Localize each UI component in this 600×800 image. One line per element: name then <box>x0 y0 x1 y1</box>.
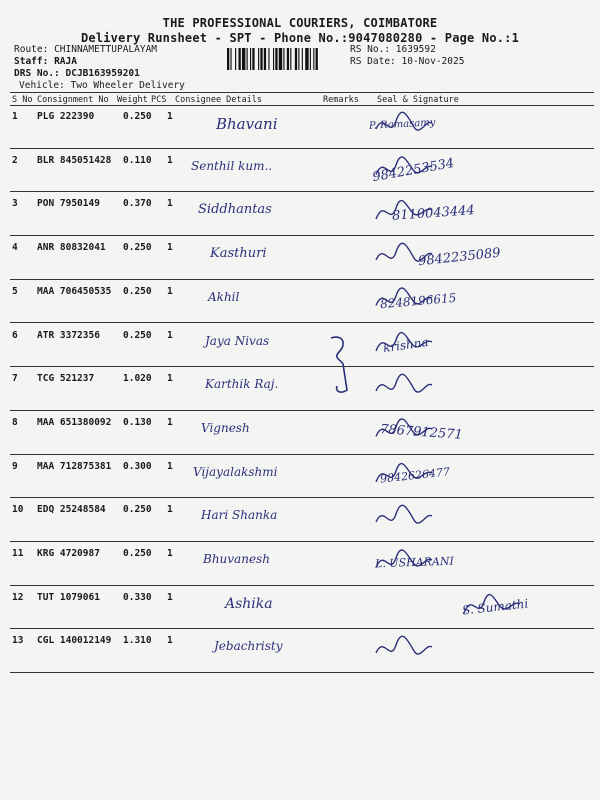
table-row <box>0 586 600 630</box>
signature-text: L. USHARANI <box>374 554 455 571</box>
route-value: CHINNAMETTUPALAYAM <box>54 44 158 55</box>
signature-scribble <box>374 284 434 314</box>
barcode-bar <box>283 48 284 70</box>
consignee-handwriting: Vijayalakshmi <box>193 464 278 479</box>
barcode-bar <box>242 48 245 70</box>
signature-text: 9842235089 <box>417 245 502 270</box>
signature-text: P. Ramasamy <box>368 117 436 132</box>
row-weight: 0.250 <box>123 504 152 516</box>
route-line <box>14 44 157 55</box>
col-sno: S No <box>12 95 33 105</box>
table-row <box>0 105 600 149</box>
rs-date-line <box>350 56 464 67</box>
col-consignee: Consignee Details <box>175 95 262 105</box>
rs-date-label: RS Date: <box>350 56 396 67</box>
row-sno: 4 <box>12 242 18 254</box>
barcode-bar <box>279 48 282 70</box>
signature-text: 8110043444 <box>391 203 476 225</box>
signature-scribble <box>374 546 434 576</box>
consignee-handwriting: Bhuvanesh <box>203 552 270 566</box>
barcode-bar <box>252 48 254 70</box>
row-weight: 0.250 <box>123 285 152 297</box>
col-seal: Seal & Signature <box>377 95 459 105</box>
vehicle-value: Two Wheeler Delivery <box>70 80 185 91</box>
consignee-handwriting: Kasthuri <box>210 246 267 262</box>
row-sno: 8 <box>12 416 18 428</box>
row-divider <box>10 672 594 673</box>
rs-date-value: 10-Nov-2025 <box>401 56 465 67</box>
runsheet-subtitle: Delivery Runsheet - SPT - Phone No.:9047080280 - Page No.:1 <box>80 31 520 45</box>
barcode-bar <box>268 48 269 70</box>
row-consignment: ANR 80832041 <box>37 242 106 254</box>
table-top-rule <box>10 92 594 93</box>
signature-stroke <box>376 463 432 481</box>
table-row <box>0 629 600 673</box>
barcode-bar <box>295 48 297 70</box>
signature-scribble <box>374 109 434 139</box>
signature-scribble <box>374 328 434 358</box>
row-sno: 1 <box>12 111 18 122</box>
barcode-bar <box>230 48 231 70</box>
company-title: THE PROFESSIONAL COURIERS, COIMBATORE <box>162 16 438 30</box>
row-consignment: CGL 140012149 <box>37 635 112 647</box>
row-pcs: 1 <box>167 504 173 516</box>
barcode-bar <box>302 48 303 70</box>
row-consignment: KRG 4720987 <box>37 548 100 559</box>
barcode <box>227 48 347 70</box>
signature-stroke <box>376 201 432 219</box>
row-sno: 2 <box>12 154 18 166</box>
row-weight: 0.250 <box>123 242 152 254</box>
barcode-bar <box>247 48 248 70</box>
row-weight: 1.020 <box>123 373 152 385</box>
row-sno: 6 <box>12 329 18 341</box>
barcode-bar <box>227 48 229 70</box>
signature-scribble <box>374 196 434 226</box>
signature-stroke <box>376 375 432 393</box>
row-sno: 10 <box>12 504 24 516</box>
barcode-bar <box>310 48 311 70</box>
barcode-bar <box>273 48 274 70</box>
row-weight: 0.250 <box>123 111 152 122</box>
consignee-handwriting: Jaya Nivas <box>205 333 270 348</box>
signature-text: 9842626477 <box>379 464 451 486</box>
consignee-handwriting: Vignesh <box>201 420 250 435</box>
row-pcs: 1 <box>167 591 173 603</box>
signature-text: 8248196615 <box>379 290 457 312</box>
signature-scribble <box>374 371 434 401</box>
consignee-handwriting: Karthik Raj. <box>205 377 279 392</box>
col-pcs: PCS <box>151 95 167 105</box>
consignee-handwriting: Jebachristy <box>214 639 283 654</box>
signature-stroke <box>376 332 432 350</box>
row-weight: 0.250 <box>123 329 152 341</box>
row-pcs: 1 <box>167 198 173 210</box>
route-label: Route: <box>14 44 49 55</box>
row-weight: 0.330 <box>123 591 152 603</box>
table-row <box>0 498 600 542</box>
col-remarks: Remarks <box>323 95 359 105</box>
signature-stroke <box>376 243 432 261</box>
signature-scribble <box>374 240 434 270</box>
barcode-bar <box>275 48 277 70</box>
row-weight: 0.250 <box>123 548 152 559</box>
row-weight: 0.110 <box>123 154 152 166</box>
row-consignment: MAA 651380092 <box>37 416 112 428</box>
row-weight: 0.370 <box>123 198 152 210</box>
table-row <box>0 324 600 368</box>
signature-scribble <box>374 153 434 183</box>
consignee-handwriting: Senthil kum.. <box>191 158 273 173</box>
signature-stroke <box>376 157 432 175</box>
drs-label: DRS No.: <box>14 68 60 79</box>
signature-scribble <box>374 633 434 663</box>
drs-line <box>14 68 140 79</box>
signature-stroke <box>464 594 520 612</box>
consignee-handwriting: Ashika <box>225 595 273 612</box>
row-pcs: 1 <box>167 635 173 647</box>
row-pcs: 1 <box>167 111 173 122</box>
row-sno: 12 <box>12 591 24 603</box>
barcode-bar <box>313 48 314 70</box>
row-pcs: 1 <box>167 329 173 341</box>
staff-value: RAJA <box>54 56 77 67</box>
col-weight: Weight <box>117 95 148 105</box>
drs-value: DCJB163959201 <box>65 68 140 79</box>
signature-stroke <box>376 506 432 524</box>
signature-text: krishna <box>382 334 430 355</box>
row-consignment: ATR 3372356 <box>37 329 100 341</box>
table-row <box>0 542 600 586</box>
row-sno: 11 <box>12 548 24 559</box>
signature-stroke <box>376 550 432 568</box>
signature-stroke <box>376 637 432 655</box>
signature-scribble <box>374 459 434 489</box>
row-consignment: PON 7950149 <box>37 198 100 210</box>
table-row <box>0 149 600 193</box>
vehicle-line <box>19 80 185 91</box>
rs-no-value: 1639592 <box>395 44 436 55</box>
signature-stroke <box>376 112 432 130</box>
col-consignment: Consignment No <box>37 95 109 105</box>
row-pcs: 1 <box>167 460 173 472</box>
row-consignment: MAA 706450535 <box>37 285 112 297</box>
barcode-bar <box>287 48 289 70</box>
row-pcs: 1 <box>167 548 173 559</box>
rs-no-line <box>350 44 436 55</box>
barcode-bar <box>250 48 251 70</box>
barcode-bar <box>290 48 291 70</box>
remarks-bracket-mark <box>325 330 355 400</box>
signature-stroke <box>376 288 432 306</box>
row-pcs: 1 <box>167 416 173 428</box>
row-consignment: EDQ 25248584 <box>37 504 106 516</box>
barcode-bar <box>258 48 259 70</box>
consignee-handwriting: Akhil <box>208 289 240 304</box>
row-sno: 13 <box>12 635 24 647</box>
barcode-bar <box>239 48 241 70</box>
row-weight: 0.300 <box>123 460 152 472</box>
signature-text: S. Sumathi <box>461 596 529 618</box>
row-sno: 5 <box>12 285 18 297</box>
staff-line <box>14 56 77 67</box>
row-consignment: MAA 712875381 <box>37 460 112 472</box>
staff-label: Staff: <box>14 56 49 67</box>
row-consignment: TUT 1079061 <box>37 591 100 603</box>
signature-text: 7867912571 <box>379 422 464 443</box>
row-consignment: PLG 222390 <box>37 111 95 122</box>
vehicle-label: Vehicle: <box>19 80 65 91</box>
signature-stroke <box>376 419 432 437</box>
signature-scribble <box>374 502 434 532</box>
row-weight: 1.310 <box>123 635 152 647</box>
consignee-handwriting: Hari Shanka <box>201 508 278 523</box>
signature-scribble <box>462 590 522 620</box>
table-row <box>0 367 600 411</box>
row-sno: 7 <box>12 373 18 385</box>
table-row <box>0 411 600 455</box>
table-row <box>0 280 600 324</box>
row-consignment: TCG 521237 <box>37 373 95 385</box>
consignee-handwriting: Siddhantas <box>198 202 272 218</box>
table-row <box>0 192 600 236</box>
rs-no-label: RS No.: <box>350 44 391 55</box>
table-row <box>0 236 600 280</box>
row-pcs: 1 <box>167 285 173 297</box>
barcode-bar <box>260 48 262 70</box>
row-consignment: BLR 845051428 <box>37 154 112 166</box>
row-weight: 0.130 <box>123 416 152 428</box>
signature-text: 9842253534 <box>371 155 456 185</box>
barcode-bar <box>235 48 236 70</box>
barcode-bar <box>264 48 266 70</box>
barcode-bar <box>316 48 318 70</box>
row-sno: 9 <box>12 460 18 472</box>
barcode-bar <box>305 48 308 70</box>
row-pcs: 1 <box>167 373 173 385</box>
signature-scribble <box>374 415 434 445</box>
row-pcs: 1 <box>167 154 173 166</box>
row-pcs: 1 <box>167 242 173 254</box>
table-row <box>0 455 600 499</box>
barcode-bar <box>298 48 299 70</box>
row-sno: 3 <box>12 198 18 210</box>
consignee-handwriting: Bhavani <box>216 115 278 133</box>
